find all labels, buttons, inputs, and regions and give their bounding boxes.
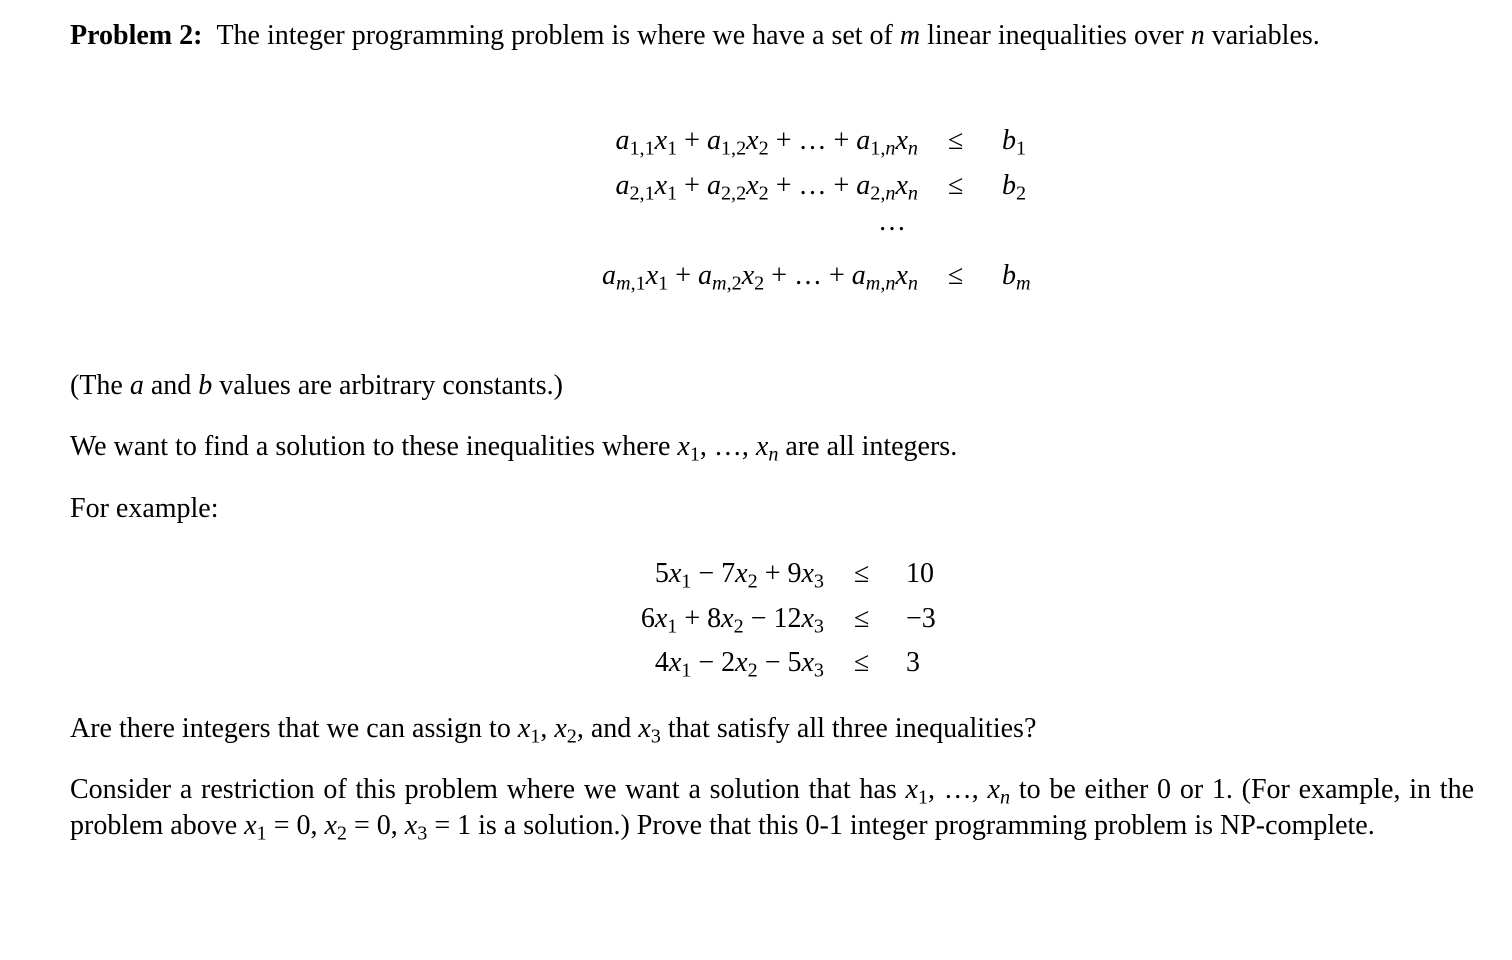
example-row-2-rhs: −3 <box>906 603 936 634</box>
example-row-3-rhs: 3 <box>906 647 920 678</box>
general-row-m-lhs: $a_{m,1}x_1 + a_{m,2}x_2$ + … + $a_{m,n}x_n$ <box>602 260 918 295</box>
general-row-2-relation: ≤ <box>948 170 964 201</box>
example-row-3-lhs: $4x_1 - 2x_2 - 5x_3$ <box>654 647 824 682</box>
example-row-2-relation: ≤ <box>854 603 870 634</box>
question-text: Are there integers that we can assign to $x_1$, $x_2$, and $x_3$ that satisfy all three inequalities? <box>70 713 1037 748</box>
integer-goal-text: We want to find a solution to these inequalities where $x_1$, …, $x_n$ are all integers. <box>70 431 958 466</box>
general-row-2-lhs: $a_{2,1}x_1 + a_{2,2}x_2$ + … + $a_{2,n}x_n$ <box>615 170 918 205</box>
problem-heading: Problem 2: <box>70 20 203 51</box>
general-row-1-relation: ≤ <box>948 125 964 156</box>
general-row-2-rhs: $b_2$ <box>1002 170 1027 205</box>
problem-intro-text: The integer programming problem is where we have a set of m linear inequalities over n variables. <box>216 20 1320 51</box>
general-row-1-rhs: $b_1$ <box>1002 125 1027 160</box>
general-row-m-rhs: $b_m$ <box>1002 260 1031 295</box>
general-row-m-relation: ≤ <box>948 260 964 291</box>
general-ellipsis: … <box>878 206 908 237</box>
constants-note: (The a and b values are arbitrary constants.) <box>70 370 563 401</box>
example-row-1-relation: ≤ <box>854 558 870 589</box>
example-row-2-lhs: $6x_1 + 8x_2 - 12x_3$ <box>640 603 824 638</box>
example-row-1-lhs: $5x_1 - 7x_2 + 9x_3$ <box>654 558 824 593</box>
example-row-3-relation: ≤ <box>854 647 870 678</box>
example-row-1-rhs: 10 <box>906 558 934 589</box>
np-complete-prompt: Consider a restriction of this problem where we want a solution that has $x_1$, …, $x_n$ to be either 0 or 1. (For example, in the problem above $x_1 = 0$, $x_2 = 0$, $x_3 = 1$ is a solution.) Prove that this 0-1 integer programming problem is NP-complete. <box>70 774 1474 845</box>
general-row-1-lhs: $a_{1,1}x_1 + a_{1,2}x_2$ + … + $a_{1,n}x_n$ <box>615 125 918 160</box>
example-label: For example: <box>70 493 219 524</box>
